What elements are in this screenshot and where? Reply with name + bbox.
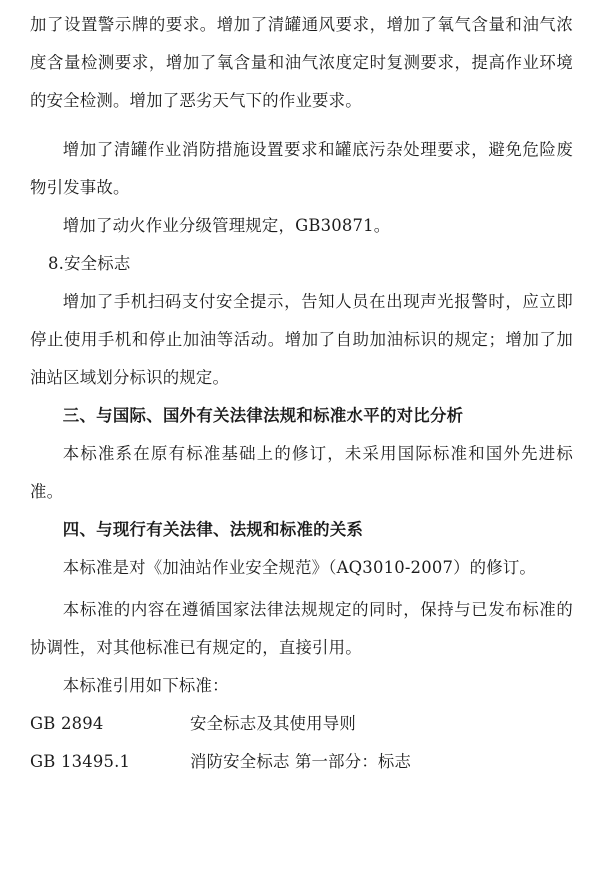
- standard-code: GB 2894: [30, 714, 104, 733]
- section-heading-four: 四、与现行有关法律、法规和标准的关系: [62, 520, 364, 539]
- paragraph-cited-standards-intro: 本标准引用如下标准：: [62, 676, 229, 695]
- paragraph-revision-basis: 本标准是对《加油站作业安全规范》（AQ3010-2007）的修订。: [62, 558, 537, 577]
- standard-row: [30, 705, 573, 743]
- standard-title: 安全标志及其使用导则: [190, 714, 356, 733]
- paragraph-spacer: [30, 120, 573, 131]
- list-item-safety-signs: 8.安全标志: [48, 254, 131, 273]
- paragraph-mobile-payment-notice: 增加了手机扫码支付安全提示，告知人员在出现声光报警时，应立即停止使用手机和停止加油等活动。增加了自助加油标识的规定；增加了加油站区域划分标识的规定。: [30, 292, 573, 387]
- paragraph-continued: 加了设置警示牌的要求。增加了清罐通风要求，增加了氧气含量和油气浓度含量检测要求，增加了氧含量和油气浓度定时复测要求，提高作业环境的安全检测。增加了恶劣天气下的作业要求。: [30, 15, 573, 110]
- section-heading-three: 三、与国际、国外有关法律法规和标准水平的对比分析: [62, 406, 464, 425]
- paragraph-cleaning-fire-measures: 增加了清罐作业消防措施设置要求和罐底污杂处理要求，避免危险废物引发事故。: [30, 140, 573, 197]
- paragraph-hot-work-regulation: 增加了动火作业分级管理规定，GB30871。: [62, 216, 391, 235]
- paragraph-law-coordination: 本标准的内容在遵循国家法律法规规定的同时，保持与已发布标准的协调性，对其他标准已有规定的，直接引用。: [30, 600, 573, 657]
- standard-row: [30, 743, 573, 781]
- standard-title: 消防安全标志 第一部分：标志: [190, 752, 412, 771]
- paragraph-international-comparison: 本标准系在原有标准基础上的修订，未采用国际标准和国外先进标准。: [30, 444, 573, 501]
- standard-code: GB 13495.1: [30, 752, 131, 771]
